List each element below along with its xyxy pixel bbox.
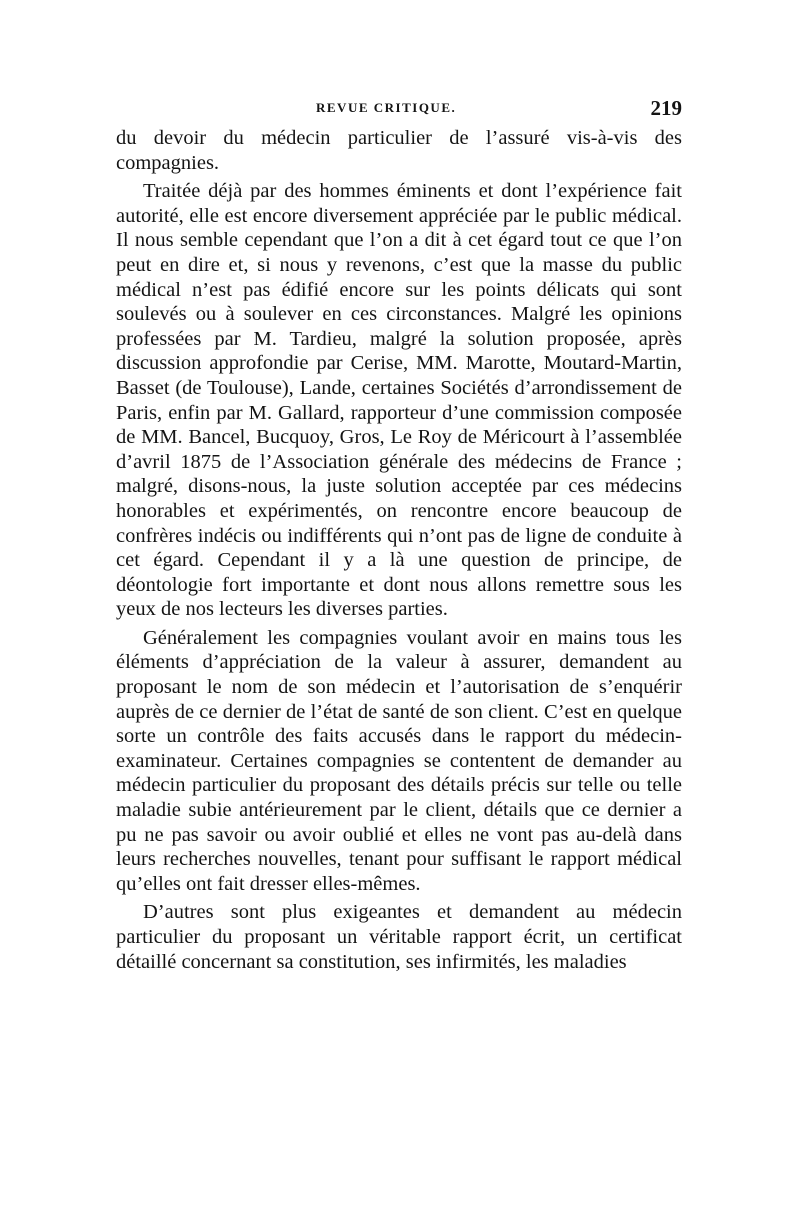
text-body [116, 126, 682, 974]
paragraph: Généralement les compagnies voulant avoir en mains tous les éléments d’appréciation de la valeur à assurer, demandent au proposant le nom de son médecin et l’autorisation de s’enquérir auprès de ce dernier de l’état de santé de son client. C’est en quelque sorte un contrôle des faits accusés dans le rapport du médecin-examinateur. Certaines compagnies se contentent de demander au médecin particulier du proposant des détails précis sur telle ou telle maladie subie antérieurement par le client, détails que ce dernier a pu ne pas savoir ou avoir oublié et elles ne vont pas au-delà dans leurs recherches nouvelles, tenant pour suffisant le rapport médical qu’elles ont fait dresser elles-mêmes. [116, 626, 682, 895]
book-page [116, 92, 682, 974]
page-number: 219 [650, 96, 682, 120]
running-head: REVUE CRITIQUE. [316, 100, 457, 115]
paragraph: D’autres sont plus exigeantes et demandent au médecin particulier du proposant un véritable rapport écrit, un certificat détaillé concernant sa constitution, ses infirmités, les maladies [116, 901, 682, 973]
page-header [116, 92, 682, 126]
paragraph-continuation: du devoir du médecin particulier de l’assuré vis-à-vis des compagnies. [116, 127, 682, 174]
paragraph: Traitée déjà par des hommes éminents et dont l’expérience fait autorité, elle est encore diversement appréciée par le public médical. Il nous semble cependant que l’on a dit à cet égard tout ce que l’on peut en dire et, si nous y revenons, c’est que la masse du public médical n’est pas édifié encore sur les points délicats qui sont soulevés ou à soulever en ces circonstances. Malgré les opinions professées par M. Tardieu, malgré la solution proposée, après discussion approfondie par Cerise, MM. Marotte, Moutard-Martin, Basset (de Toulouse), Lande, certaines Sociétés d’arrondissement de Paris, enfin par M. Gallard, rapporteur d’une commission composée de MM. Bancel, Bucquoy, Gros, Le Roy de Méricourt à l’assemblée d’avril 1875 de l’Association générale des médecins de France ; malgré, disons-nous, la juste solution acceptée par ces médecins honorables et expérimentés, on rencontre encore beaucoup de confrères indécis ou indifférents qui n’ont pas de ligne de conduite à cet égard. Cependant il y a là une question de principe, de déontologie fort importante et dont nous allons remettre sous les yeux de nos lecteurs les diverses parties. [116, 180, 682, 621]
